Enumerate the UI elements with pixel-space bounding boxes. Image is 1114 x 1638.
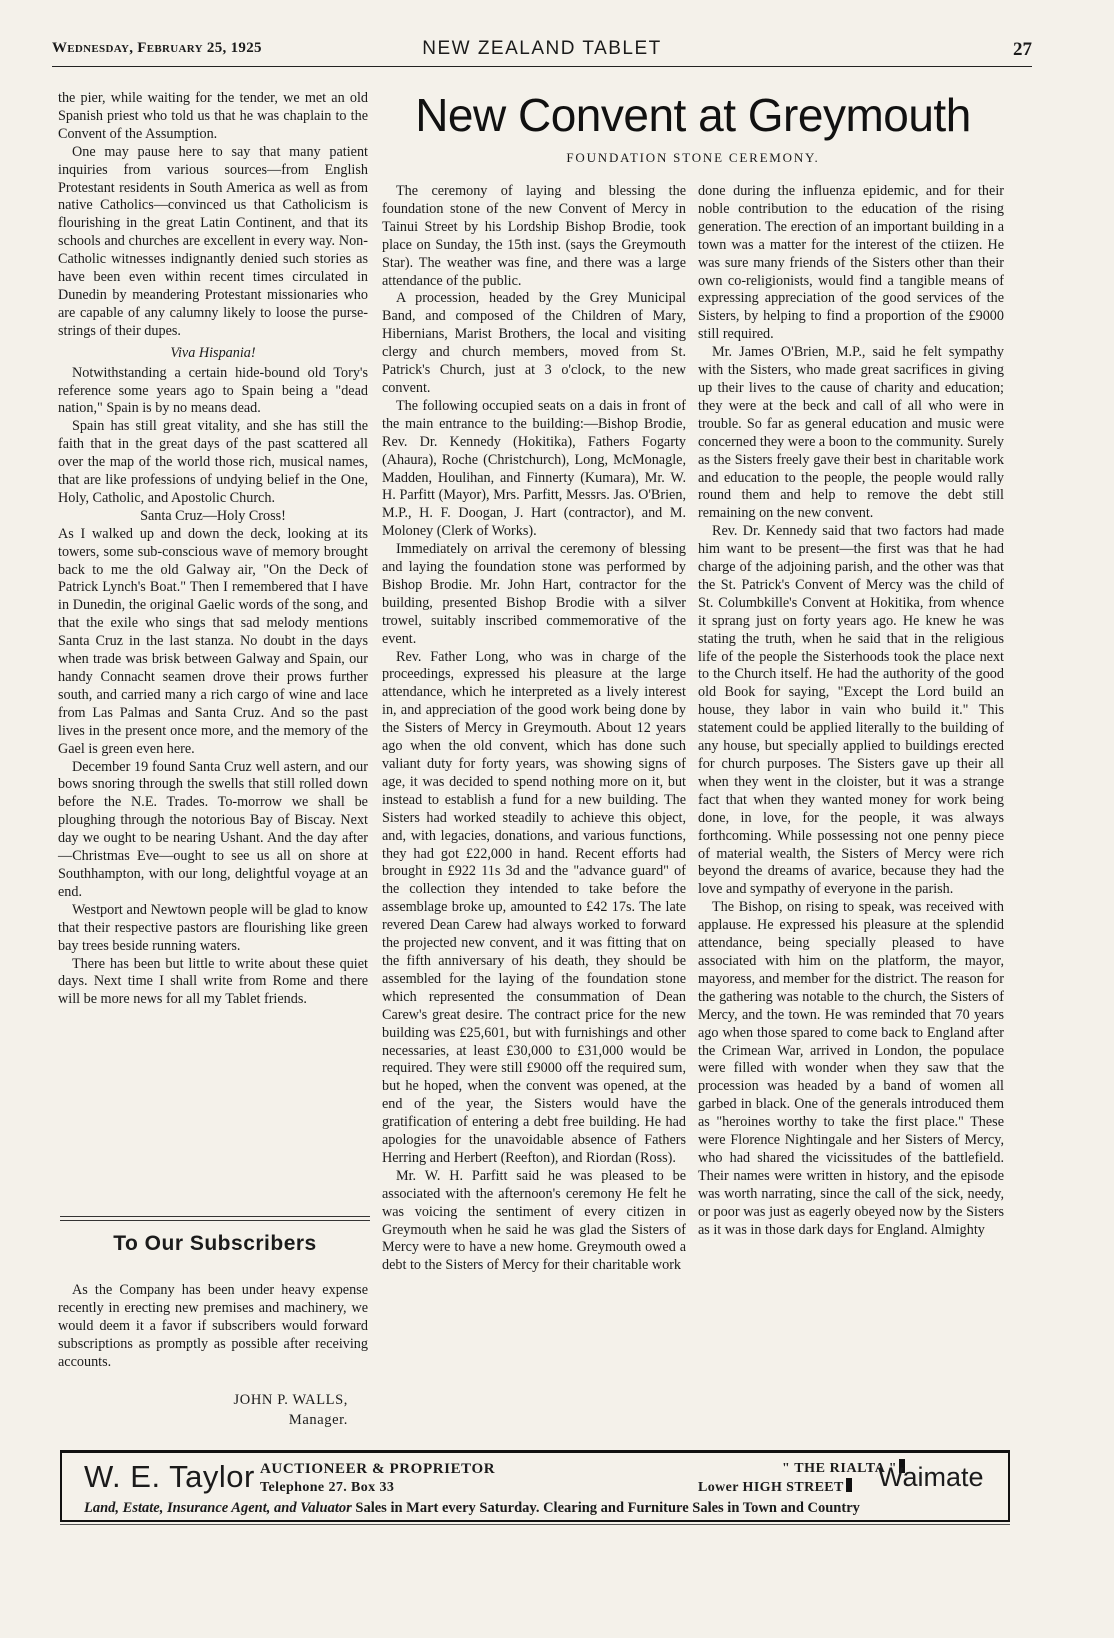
ornament-icon xyxy=(846,1478,852,1492)
paragraph: Spain has still great vitality, and she has still the faith that in the great days of the past scattered all over the map of the world those rich, musical names, that are like professions of undying belief in the One, Holy, Catholic, and Apostolic Church. xyxy=(58,418,368,506)
article-column-2 xyxy=(698,183,1004,1239)
signer-name: JOHN P. WALLS, xyxy=(233,1392,348,1408)
paragraph: A procession, headed by the Grey Municipal Band, and composed of the Children of Mary, Hibernians, Marist Brothers, the local and visiting clergy and church members, moved from St. Patrick's Church, just at 3 o'clock, to the new convent. xyxy=(382,290,686,396)
paragraph: As I walked up and down the deck, looking at its towers, some sub-conscious wave of memory brought back to me the old Galway air, "On the Deck of Patrick Lynch's Boat." Then I remembered that I have in Dunedin, the original Gaelic words of the song, and that the exile who sings that sad melody mentions Santa Cruz in the last stanza. No doubt in the days when trade was brisk between Galway and Spain, our handy Connacht seamen drove their prows further south, and carried many a rich cargo of wine and lace from Las Palmas and Santa Cruz. And so the past lives in the present once more, and the memory of the Gael is green even here. xyxy=(58,525,368,757)
paragraph: Mr. James O'Brien, M.P., said he felt sympathy with the Sisters, who made great sacrifices in giving up their lives to the cause of charity and education; they were at the beck and call of all who were in trouble. So far as general education and music were concerned they were a boon to the community. Surely as the Sisters freely gave their best in charitable work and education to the people, the people would rally round them and help to remove the debt still remaining on the new convent. xyxy=(698,344,1004,522)
town-name: Waimate xyxy=(878,1462,984,1492)
paragraph: the pier, while waiting for the tender, we met an old Spanish priest who told us that he was chaplain to the Convent of the Assumption. xyxy=(58,90,368,142)
tagline-lead: Land, Estate, Insurance Agent, and Valuator xyxy=(84,1500,352,1516)
paragraph: Immediately on arrival the ceremony of blessing and laying the foundation stone was performed by Bishop Brodie. Mr. John Hart, contractor for the building, presented Bishop Brodie with a silver trowel, suitably inscribed commemorative of the event. xyxy=(382,541,686,647)
paragraph: Westport and Newtown people will be glad to know that their respective pastors are flourishing like green bay trees beside running waters. xyxy=(58,901,368,954)
subscribers-notice xyxy=(58,1282,368,1372)
divider xyxy=(60,1220,370,1221)
paragraph: One may pause here to say that many patient inquiries from various sources—from English Protestant residents in South America as well as from native Catholics—convinced us that Catholicism is flourishing in the great Latin Continent, and that its schools and churches are excellent in every way. Non-Catholic witnesses indignantly denied such stories as have been even within recent times circulated in Dunedin by meandering Protestant missionaries who are capable of any calumny likely to loose the purse-strings of their dupes. xyxy=(58,143,368,339)
advertiser-tagline xyxy=(84,1500,860,1517)
advertiser-role: AUCTIONEER & PROPRIETOR xyxy=(260,1461,496,1477)
venue-street xyxy=(698,1478,854,1496)
street-label: Lower HIGH STREET xyxy=(698,1480,844,1495)
paragraph: Mr. W. H. Parfitt said he was pleased to be associated with the afternoon's ceremony He felt he was voicing the sentiment of every citizen in Greymouth when he said he was glad the Sisters of Mercy were to have a new home. Greymouth owed a debt to the Sisters of Mercy for their charitable work xyxy=(382,1167,686,1274)
paragraph: December 19 found Santa Cruz well astern, and our bows snoring through the swells that still rolled down before the N.E. Trades. To-morrow we shall be ploughing through the notorious Bay of Biscay. Next day we ought to be nearing Ushant. And the day after—Christmas Eve—ought to see us all on shore at Southhampton, with our long, delightful voyage at an end. xyxy=(58,758,368,900)
page-header xyxy=(52,38,1032,67)
issue-date: Wednesday, February 25, 1925 xyxy=(52,40,262,56)
paragraph: The ceremony of laying and blessing the foundation stone of the new Convent of Mercy in Tainui Street by his Lordship Bishop Brodie, took place on Sunday, the 15th inst. (says the Greymouth Star). The weather was fine, and there was a large attendance of the public. xyxy=(382,183,686,289)
paragraph: done during the influenza epidemic, and for their noble contribution to the education of the rising generation. The erection of an important building in a town was a matter for the interest of the ctiizen. He was sure many friends of the Sisters other than their own co-religionists, would find a tangible means of expressing appreciation of the good services of the Sisters, by helping to find a proportion of the £9000 still required. xyxy=(698,183,1004,343)
article-column-1 xyxy=(382,183,686,1275)
paragraph: As the Company has been under heavy expense recently in erecting new premises and machinery, we would deem it a favor if subscribers would forward subscriptions as promptly as possible after receiving accounts. xyxy=(58,1282,368,1370)
tagline-rest: Sales in Mart every Saturday. Clearing and Furniture Sales in Town and Country xyxy=(355,1500,860,1516)
advertiser-telephone: Telephone 27. Box 33 xyxy=(260,1480,395,1495)
divider xyxy=(60,1216,370,1217)
section-heading: Viva Hispania! xyxy=(170,344,256,361)
paragraph: The Bishop, on rising to speak, was received with applause. He expressed his pleasure at the splendid attendance, being specially pleased to have associated with him on the platform, the mayor, mayoress, and member for the district. The reason for the gathering was notable to the church, the Sisters of Mercy, and the town. He was reminded that 70 years ago when those spared to come back to England after the Crimean War, arrived in London, the populace were filled with wonder when they saw that the procession was headed by a band of women all garbed in black. One of the generals introduced them as "heroines worthy to take the first place." These were Florence Nightingale and her Sisters of Mercy, who had shared the vicissitudes of the battlefield. Their names were written in history, and the episode was worth narrating, since the call of the sick, needy, or poor was just as eagerly obeyed now by the Sisters as it was in those dark days for England. Almighty xyxy=(698,899,1004,1238)
section-heading: Santa Cruz—Holy Cross! xyxy=(140,507,286,524)
venue-label: " THE RIALTA " xyxy=(782,1461,898,1476)
signer-title: Manager. xyxy=(288,1412,348,1428)
paragraph: There has been but little to write about these quiet days. Next time I shall write from Rome and there will be more news for all my Tablet friends. xyxy=(58,955,368,1008)
paragraph: Rev. Father Long, who was in charge of the proceedings, expressed his pleasure at the large attendance, which he interpreted as a lively interest in, and appreciation of the good work being done by the Sisters of Mercy in Greymouth. About 12 years ago when the old convent, which has done such valiant duty for forty years, was showing signs of age, it was decided to spend nothing more on it, but instead to establish a fund for a new building. The Sisters had worked steadily to achieve this object, and, with legacies, donations, and various functions, they had got £22,000 in hand. Recent efforts had brought in £922 11s 3d and the "advance guard" of the collection they intended to take before the assemblage broke up, amounted to £42 17s. The late revered Dean Carew had always worked to forward the projected new convent, and it was fitting that on the fifth anniversary of his death, they should be assembled for the laying of the foundation stone which represented the consummation of Dean Carew's great desire. The contract price for the new building was £25,601, but with furnishings and other necessaries, at least £30,000 to £31,000 would be required. They were still £9000 off the required sum, but he hoped, when the convent was opened, at the end of the year, the Sisters would have the gratification of entering a debt free building. He had apologies for the unavoidable absence of Fathers Herring and Herbert (Reefton), and Riordan (Ross). xyxy=(382,648,686,1166)
paragraph: The following occupied seats on a dais in front of the main entrance to the building:—Bishop Brodie, Rev. Dr. Kennedy (Hokitika), Fathers Fogarty (Ahaura), Roche (Christchurch), Long, McMonagle, Madden, Houlihan, and Finnerty (Kumara), Mr. W. H. Parfitt (Mayor), Mrs. Parfitt, Messrs. Jas. O'Brien, M.P., H. F. Doogan, J. Hart (contractor), and M. Moloney (Clerk of Works). xyxy=(382,397,686,540)
divider xyxy=(60,1524,1010,1525)
page-number: 27 xyxy=(1013,39,1032,60)
column-travel-letter xyxy=(58,90,368,1009)
subscribers-heading: To Our Subscribers xyxy=(113,1232,317,1255)
paragraph: Rev. Dr. Kennedy said that two factors had made him want to be present—the first was that he had charge of the adjoining parish, and the other was that the St. Patrick's Convent of Mercy was the child of St. Columbkille's Convent at Hokitika, from whence it sprang just on forty years ago. He knew he was stating the truth, when he said that in the religious life of the people the Sisterhoods took the place next to the Church itself. He had the authority of the good old Book for saying, "Except the Lord build an house, they labor in vain who build it." This statement could be applied literally to the building of any house, but specially applied to buildings erected for church purposes. The Sisters gave up their all when they went in the cloister, but it was a strange fact that when they wanted money for work being done, in love, for the people, it was always forthcoming. While possessing not one penny piece of material wealth, the Sisters of Mercy were rich beyond the dreams of avarice, because they had the love and sympathy of everyone in the parish. xyxy=(698,523,1004,898)
paragraph: Notwithstanding a certain hide-bound old Tory's reference some years ago to Spain being a "dead nation," Spain is by no means dead. xyxy=(58,364,368,417)
article-subhead: FOUNDATION STONE CEREMONY. xyxy=(566,150,820,165)
advertisement xyxy=(60,1450,1010,1522)
advertiser-name: W. E. Taylor xyxy=(84,1459,255,1494)
article-headline: New Convent at Greymouth xyxy=(415,89,971,141)
masthead: NEW ZEALAND TABLET xyxy=(422,38,662,59)
